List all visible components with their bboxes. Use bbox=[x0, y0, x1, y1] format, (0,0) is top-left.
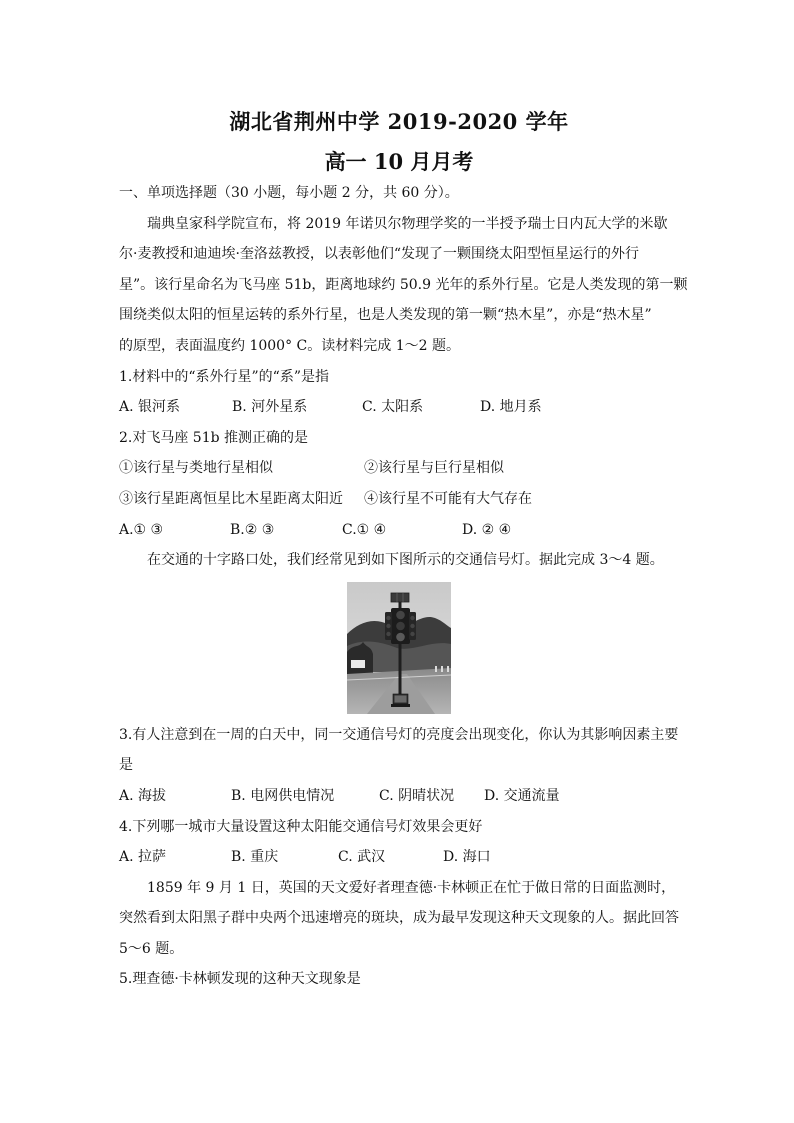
passage-line: 星”。该行星命名为飞马座 51b，距离地球约 50.9 光年的系外行星。它是人类发现的第一颗 bbox=[119, 276, 688, 293]
passage-carrington bbox=[119, 873, 679, 965]
option-b[interactable]: B. 重庆 bbox=[231, 849, 279, 866]
passage-line: 突然看到太阳黑子群中央两个迅速增亮的斑块，成为最早发现这种天文现象的人。据此回答 bbox=[119, 910, 679, 927]
option-a[interactable]: A. 银河系 bbox=[119, 399, 181, 416]
option-c[interactable]: C. 太阳系 bbox=[362, 399, 424, 416]
statement-1: ①该行星与类地行星相似 bbox=[119, 460, 273, 477]
option-c[interactable]: C. 阴晴状况 bbox=[379, 787, 455, 804]
option-b[interactable]: B. 电网供电情况 bbox=[231, 787, 335, 804]
option-d[interactable]: D. ② ④ bbox=[462, 521, 512, 538]
question-3-stem-cont: 是 bbox=[119, 757, 133, 774]
option-a[interactable]: A.① ③ bbox=[119, 521, 164, 538]
section-heading: 一、单项选择题（30 小题，每小题 2 分，共 60 分）。 bbox=[119, 185, 459, 201]
exam-subtitle: 高一 10 月月考 bbox=[324, 149, 474, 174]
option-b[interactable]: B. 河外星系 bbox=[232, 399, 308, 416]
passage-nobel bbox=[119, 209, 688, 362]
statement-3: ③该行星距离恒星比木星距离太阳近 bbox=[119, 490, 343, 507]
question-3-options bbox=[119, 781, 679, 812]
traffic-light-photo bbox=[347, 582, 451, 714]
passage-traffic-light: 在交通的十字路口处，我们经常见到如下图所示的交通信号灯。据此完成 3～4 题。 bbox=[147, 552, 664, 569]
question-2-statements-row1 bbox=[119, 453, 679, 484]
option-b[interactable]: B.② ③ bbox=[230, 521, 275, 538]
passage-line: 尔·麦教授和迪迪埃·奎洛兹教授，以表彰他们“发现了一颗围绕太阳型恒星运行的外行 bbox=[119, 246, 640, 263]
statement-2: ②该行星与巨行星相似 bbox=[364, 460, 504, 477]
option-d[interactable]: D. 交通流量 bbox=[484, 787, 560, 804]
figure-wrapper bbox=[119, 582, 679, 714]
question-5-stem: 5.理查德·卡林顿发现的这种天文现象是 bbox=[119, 971, 361, 988]
passage-line: 1859 年 9 月 1 日，英国的天文爱好者理查德·卡林顿正在忙于做日常的日面监测时， bbox=[147, 879, 676, 896]
option-c[interactable]: C. 武汉 bbox=[338, 849, 386, 866]
question-1-stem: 1.材料中的“系外行星”的“系”是指 bbox=[119, 368, 329, 385]
passage-line: 5～6 题。 bbox=[119, 940, 184, 957]
question-1-options bbox=[119, 392, 679, 423]
exam-page bbox=[119, 100, 688, 995]
question-2-stem: 2.对飞马座 51b 推测正确的是 bbox=[119, 429, 309, 446]
passage-line: 围绕类似太阳的恒星运转的系外行星，也是人类发现的第一颗“热木星”，亦是“热木星” bbox=[119, 307, 652, 324]
option-a[interactable]: A. 海拔 bbox=[119, 787, 167, 804]
exam-title: 湖北省荆州中学 2019-2020 学年 bbox=[229, 109, 569, 134]
option-a[interactable]: A. 拉萨 bbox=[119, 849, 167, 866]
statement-4: ④该行星不可能有大气存在 bbox=[364, 490, 532, 507]
question-4-stem: 4.下列哪一城市大量设置这种太阳能交通信号灯效果会更好 bbox=[119, 818, 483, 835]
question-2-options bbox=[119, 515, 679, 546]
option-d[interactable]: D. 海口 bbox=[443, 849, 491, 866]
question-3-stem: 3.有人注意到在一周的白天中，同一交通信号灯的亮度会出现变化，你认为其影响因素主要 bbox=[119, 726, 679, 743]
option-c[interactable]: C.① ④ bbox=[342, 521, 387, 538]
question-2-statements-row2 bbox=[119, 484, 679, 515]
option-d[interactable]: D. 地月系 bbox=[480, 399, 542, 416]
passage-line: 的原型，表面温度约 1000° C。读材料完成 1～2 题。 bbox=[119, 337, 460, 354]
question-4-options bbox=[119, 842, 679, 873]
passage-line: 瑞典皇家科学院宣布，将 2019 年诺贝尔物理学奖的一半授予瑞士日内瓦大学的米歇 bbox=[147, 215, 668, 232]
